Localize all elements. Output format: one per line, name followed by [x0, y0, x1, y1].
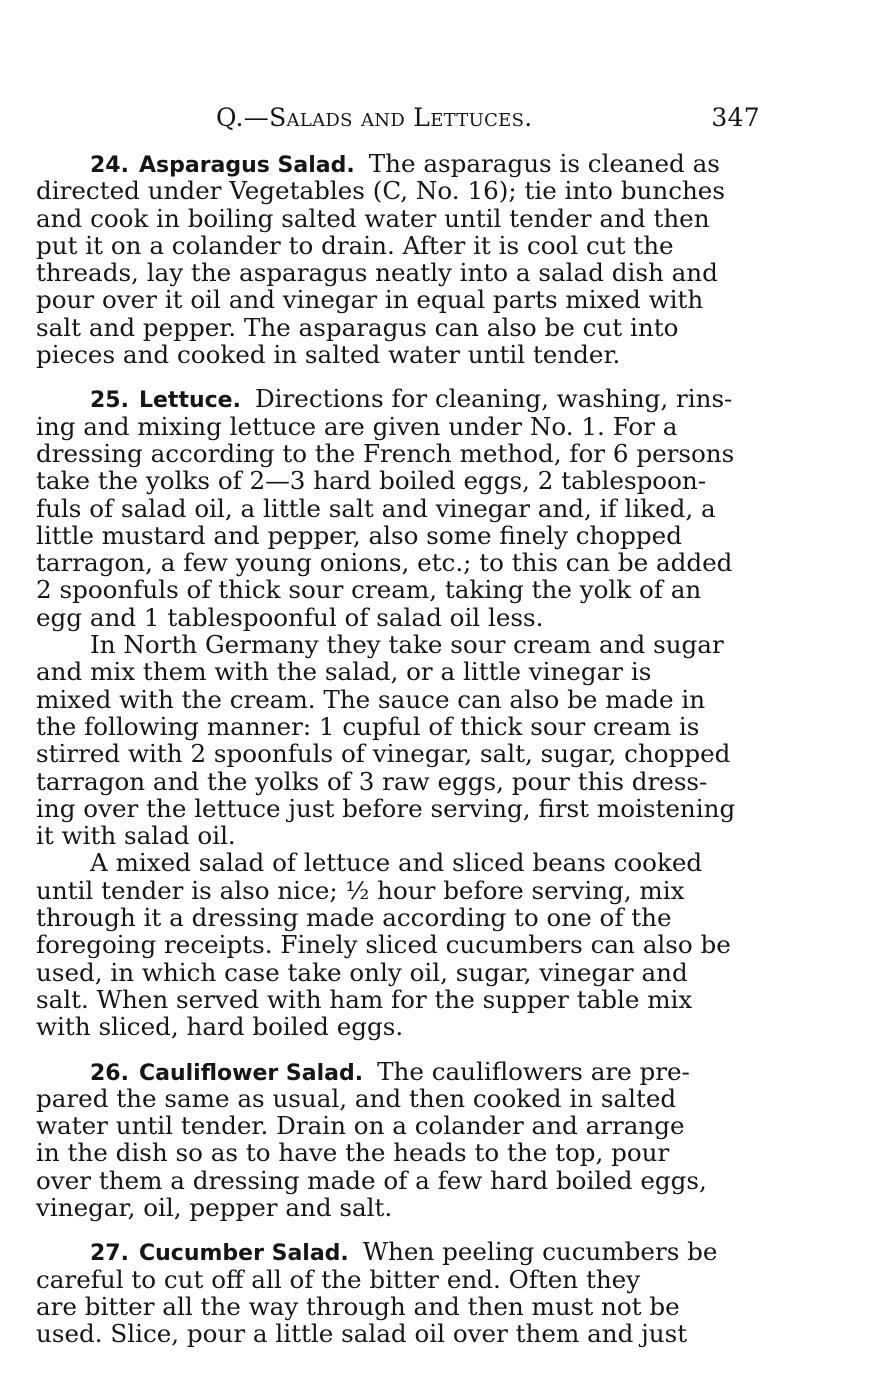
line-text: In North Germany they take sour cream and sugar: [90, 630, 724, 660]
running-head-title: Q.—Salads and Lettuces.: [216, 103, 533, 132]
line-text: little mustard and pepper, also some finely chopped: [36, 520, 682, 550]
text-line: [36, 986, 760, 1013]
line-text: water until tender. Drain on a colander and arrange: [36, 1111, 685, 1141]
text-line: [36, 232, 760, 259]
paragraph: [36, 631, 760, 849]
line-text: threads, lay the asparagus neatly into a salad dish and: [36, 258, 718, 288]
text-line: [36, 1293, 760, 1320]
line-text: directed under Vegetables (C, No. 16); tie into bunches: [36, 176, 725, 206]
line-text: ing and mixing lettuce are given under No. 1. For a: [36, 411, 678, 441]
line-text: through it a dressing made according to one of the: [36, 903, 672, 933]
line-text: When peeling cucumbers be: [362, 1237, 718, 1267]
text-line: [36, 1320, 760, 1347]
line-text: the following manner: 1 cupful of thick sour cream is: [36, 711, 700, 741]
line-text: dressing according to the French method, for 6 persons: [36, 438, 735, 468]
line-text: take the yolks of 2—3 hard boiled eggs, 2 tablespoon-: [36, 466, 707, 496]
text-line: [36, 440, 760, 467]
text-line: [36, 1266, 760, 1293]
line-text: egg and 1 tablespoonful of salad oil less.: [36, 602, 544, 632]
entry-heading: Cucumber Salad.: [138, 1241, 349, 1267]
text-line: [36, 150, 760, 177]
recipe-entry: [36, 385, 760, 1040]
text-line: [36, 576, 760, 603]
paragraph: [36, 1238, 760, 1347]
line-text: salt. When served with ham for the supper table mix: [36, 984, 693, 1014]
text-line: [36, 413, 760, 440]
line-text: used, in which case take only oil, sugar, vinegar and: [36, 957, 688, 987]
text-line: [36, 549, 760, 576]
text-line: [36, 522, 760, 549]
line-text: are bitter all the way through and then must not be: [36, 1291, 680, 1321]
line-text: mixed with the cream. The sauce can also be made in: [36, 684, 706, 714]
line-text: with sliced, hard boiled eggs.: [36, 1012, 404, 1042]
text-line: [36, 1013, 760, 1040]
line-text: pour over it oil and vinegar in equal parts mixed with: [36, 285, 704, 315]
entry-number: 27.: [90, 1241, 129, 1267]
text-line: [36, 467, 760, 494]
line-text: vinegar, oil, pepper and salt.: [36, 1192, 393, 1222]
text-line: [36, 795, 760, 822]
line-text: A mixed salad of lettuce and sliced beans cooked: [90, 848, 703, 878]
body-text: [36, 150, 760, 1347]
paragraph: [36, 150, 760, 368]
text-line: [36, 768, 760, 795]
line-text: foregoing receipts. Finely sliced cucumbers can also be: [36, 930, 731, 960]
text-line: [36, 686, 760, 713]
line-text: tarragon and the yolks of 3 raw eggs, pour this dress-: [36, 766, 708, 796]
text-line: [36, 495, 760, 522]
line-text: it with salad oil.: [36, 821, 236, 851]
text-line: [36, 740, 760, 767]
text-line: [36, 931, 760, 958]
text-line: [36, 205, 760, 232]
line-text: The cauliflowers are pre-: [377, 1056, 690, 1086]
entry-number: 25.: [90, 388, 129, 414]
text-line: [36, 385, 760, 412]
line-text: in the dish so as to have the heads to the top, pour: [36, 1138, 670, 1168]
line-text: used. Slice, pour a little salad oil over them and just: [36, 1319, 688, 1349]
paragraph: [36, 1058, 760, 1222]
text-line: [36, 877, 760, 904]
entry-heading: Cauliflower Salad.: [138, 1060, 364, 1086]
text-line: [36, 1058, 760, 1085]
line-text: The asparagus is cleaned as: [368, 149, 720, 178]
text-line: [36, 904, 760, 931]
text-line: [36, 259, 760, 286]
line-text: Directions for cleaning, washing, rins-: [254, 384, 733, 414]
recipe-entry: [36, 1058, 760, 1222]
text-line: [36, 822, 760, 849]
line-text: salt and pepper. The asparagus can also be cut into: [36, 312, 679, 342]
line-text: pared the same as usual, and then cooked in salted: [36, 1083, 677, 1113]
line-text: tarragon, a few young onions, etc.; to this can be added: [36, 548, 733, 578]
line-text: put it on a colander to drain. After it is cool cut the: [36, 230, 674, 260]
entry-heading: Lettuce.: [138, 388, 241, 414]
text-line: [36, 713, 760, 740]
entry-heading: Asparagus Salad.: [138, 153, 355, 178]
recipe-entry: [36, 1238, 760, 1347]
line-text: careful to cut off all of the bitter end. Often they: [36, 1264, 641, 1294]
line-text: until tender is also nice; ½ hour before serving, mix: [36, 875, 685, 905]
line-text: and cook in boiling salted water until tender and then: [36, 203, 710, 233]
line-text: 2 spoonfuls of thick sour cream, taking the yolk of an: [36, 575, 702, 605]
page-number: 347: [711, 103, 760, 132]
recipe-entry: [36, 150, 760, 368]
running-head: [36, 98, 760, 138]
text-line: [36, 341, 760, 368]
text-line: [36, 1238, 760, 1265]
line-text: ing over the lettuce just before serving, first moistening: [36, 793, 736, 823]
text-line: [36, 631, 760, 658]
text-line: [36, 1085, 760, 1112]
text-line: [36, 849, 760, 876]
text-line: [36, 604, 760, 631]
paragraph: [36, 849, 760, 1040]
line-text: stirred with 2 spoonfuls of vinegar, salt, sugar, chopped: [36, 739, 731, 769]
line-text: fuls of salad oil, a little salt and vinegar and, if liked, a: [36, 493, 716, 523]
text-line: [36, 177, 760, 204]
entry-number: 26.: [90, 1060, 129, 1086]
text-line: [36, 959, 760, 986]
text-line: [36, 1112, 760, 1139]
line-text: over them a dressing made of a few hard boiled eggs,: [36, 1165, 707, 1195]
text-line: [36, 1139, 760, 1166]
line-text: and mix them with the salad, or a little vinegar is: [36, 657, 652, 687]
text-line: [36, 1194, 760, 1221]
text-line: [36, 658, 760, 685]
entry-number: 24.: [90, 153, 129, 178]
text-line: [36, 286, 760, 313]
paragraph: [36, 385, 760, 631]
line-text: pieces and cooked in salted water until tender.: [36, 340, 621, 370]
text-line: [36, 1167, 760, 1194]
text-line: [36, 314, 760, 341]
